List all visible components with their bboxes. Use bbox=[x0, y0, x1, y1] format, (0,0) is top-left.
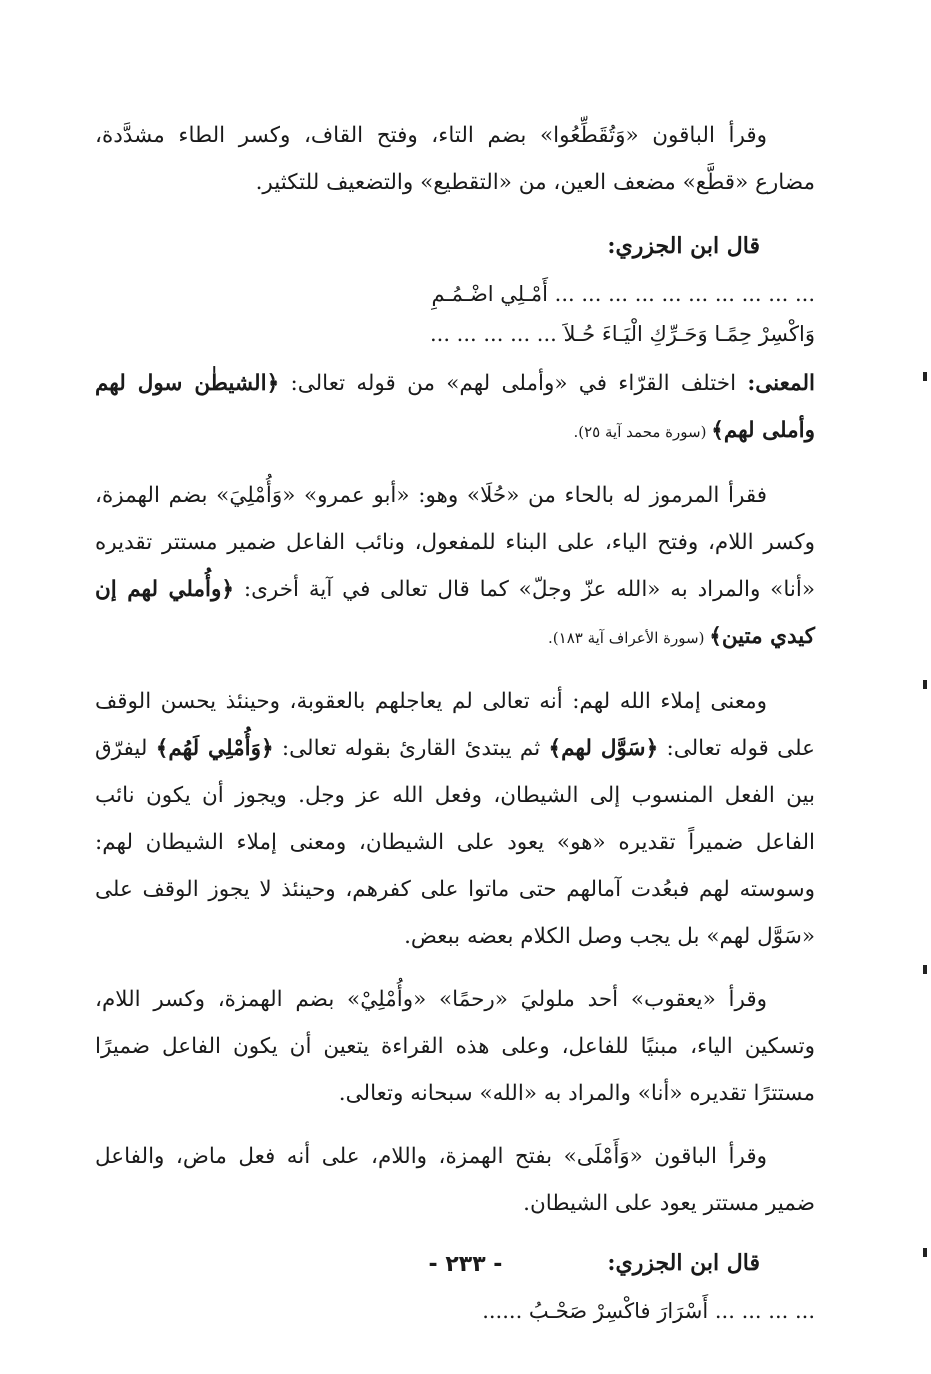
meaning-text: اختلف القرّاء في «وأملى لهم» من قوله تعالى: bbox=[279, 371, 748, 396]
paragraph-meaning-of-imla bbox=[95, 678, 815, 960]
scan-mark-1 bbox=[923, 372, 927, 381]
imla-text-2: ثم يبتدئ القارئ بقوله تعالى: bbox=[273, 736, 549, 761]
heading-ibn-al-jazari-2: قال ابن الجزري: bbox=[607, 1250, 760, 1276]
scan-mark-3 bbox=[923, 965, 927, 974]
paragraph-abu-amr bbox=[95, 472, 815, 662]
quran-quote-2: ﴿وأُملي لهم إن كيدي متين﴾ bbox=[95, 577, 815, 649]
meaning-label: المعنى: bbox=[747, 371, 815, 396]
imla-text-3: ليفرّق بين الفعل المنسوب إلى الشيطان، وفعل الله عز وجل. ويجوز أن يكون نائب الفاعل ضميراً تقديره «هو» يعود على الشيطان، ومعنى إملاء الشيطان لهم: وسوسته لهم فبعُدت آمالهم حتى ماتوا على كفرهم، وحينئذ لا يجوز الوقف على «سَوَّل لهم» بل يجب وصل الكلام بعضه ببعض. bbox=[95, 736, 815, 949]
paragraph-yaqub bbox=[95, 976, 815, 1117]
paragraph-meaning bbox=[95, 360, 815, 456]
surah-reference-2: (سورة الأعراف آية ١٨٣). bbox=[548, 629, 710, 647]
verse-1-line-1: ... ... ... ... ... ... ... ... ... ... أَمْـلِي اضْـمُـمِ bbox=[431, 282, 815, 306]
surah-reference-1: (سورة محمد آية ٢٥). bbox=[573, 423, 712, 441]
quran-quote-3: ﴿سَوَّل لهم﴾ bbox=[548, 736, 659, 761]
scan-mark-4 bbox=[923, 1248, 927, 1257]
page-number: - ٢٣٣ - bbox=[428, 1252, 503, 1277]
paragraph-1 bbox=[95, 112, 815, 206]
paragraph-1-text: وقرأ الباقون «وَتُقَطِّعُوا» بضم التاء، وفتح القاف، وكسر الطاء مشدَّدة، مضارع «قطَّع» مضعف العين، من «التقطيع» والتضعيف للتكثير. bbox=[95, 123, 815, 195]
verse-2-line-1: ... ... ... ... أَسْرَارَ فاكْسِرْ صَحْـبُ ...... bbox=[482, 1299, 815, 1323]
imla-text-1: ومعنى إملاء الله لهم: أنه تعالى لم يعاجلهم بالعقوبة، وحينئذ يحسن الوقف على قوله تعالى: bbox=[95, 689, 815, 761]
yaqub-text: وقرأ «يعقوب» أحد ملوليَ «رحمًا» «وأُمْلِيْ» بضم الهمزة، وكسر اللام، وتسكين الياء، مبنيًا للفاعل، وعلى هذه القراءة يتعين أن يكون الفاعل ضميرًا مستترًا تقديره «أنا» والمراد به «الله» سبحانه وتعالى. bbox=[95, 987, 815, 1106]
page-body bbox=[95, 112, 815, 1331]
verse-1-line-2: وَاكْسِرْ حِمًـا وَحَـرِّكِ الْيَـاءَ حُـلاَ ... ... ... ... ... bbox=[429, 322, 815, 346]
remaining-text: وقرأ الباقون «وَأَمْلَى» بفتح الهمزة، واللام، على أنه فعل ماض، والفاعل ضمير مستتر يعود على الشيطان. bbox=[95, 1144, 815, 1216]
quran-quote-1: ﴿الشيطٰن سول لهم وأملى لهم﴾ bbox=[95, 371, 815, 443]
heading-ibn-al-jazari-1: قال ابن الجزري: bbox=[607, 233, 760, 259]
scan-mark-2 bbox=[923, 680, 927, 689]
paragraph-remaining bbox=[95, 1133, 815, 1227]
abu-amr-text: فقرأ المرموز له بالحاء من «حُلَا» وهو: «أبو عمرو» «وَأُمْلِيَ» بضم الهمزة، وكسر اللام، وفتح الياء، على البناء للمفعول، ونائب الفاعل ضمير مستتر تقديره «أنا» والمراد به «الله عزّ وجلّ» كما قال تعالى في آية أخرى: bbox=[95, 483, 815, 602]
quran-quote-4: ﴿وَأُمْلِي لَهُم﴾ bbox=[155, 736, 274, 761]
